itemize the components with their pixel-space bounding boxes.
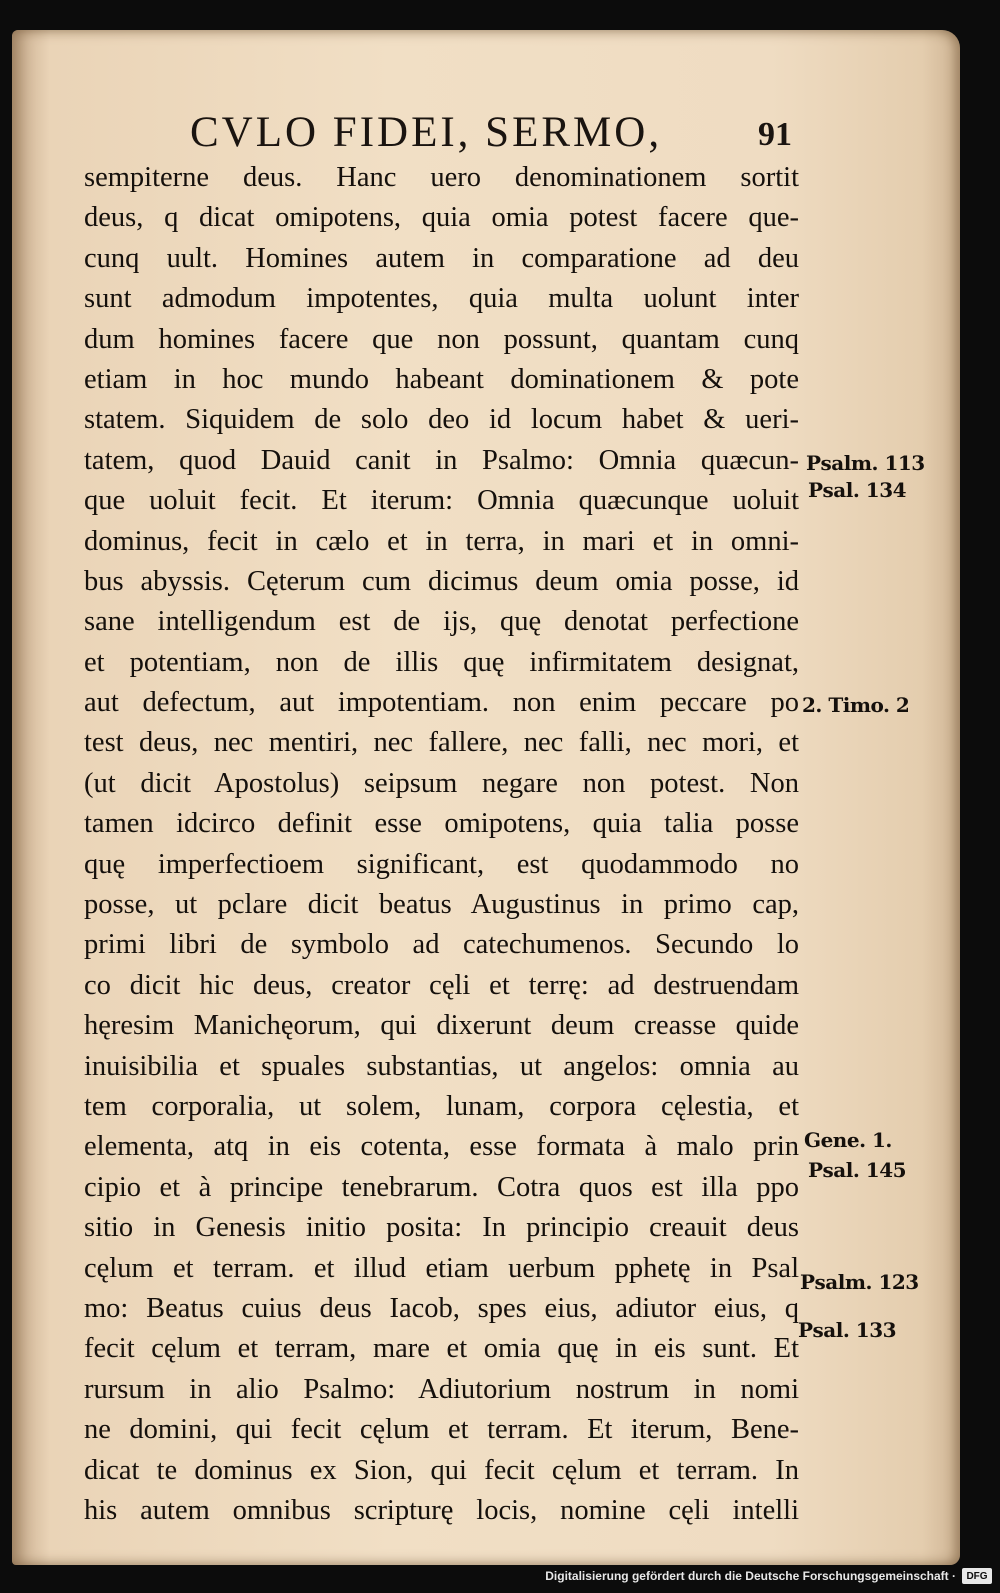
- text-line: statem. Siquidem de solo deo id locum habet & ueri-: [84, 404, 799, 436]
- margin-note: Psal. 133: [798, 1318, 897, 1342]
- text-line: mo: Beatus cuius deus Iacob, spes eius, adiutor eius, q: [84, 1292, 799, 1324]
- page-number: 91: [758, 116, 792, 153]
- margin-note: Gene. 1.: [804, 1128, 892, 1152]
- text-line: sempiterne deus. Hanc uero denominationem sortit: [84, 162, 799, 193]
- text-line: dominus, fecit in cælo et in terra, in mari et in omni-: [84, 525, 799, 557]
- text-line: que uoluit fecit. Et iterum: Omnia quæcunque uoluit: [84, 485, 799, 517]
- text-line: inuisibilia et spuales substantias, ut angelos: omnia au: [84, 1050, 799, 1082]
- text-line: ne domini, qui fecit cęlum et terram. Et iterum, Bene-: [84, 1414, 799, 1446]
- text-line: deus, q dicat omipotens, quia omia potest facere que-: [84, 202, 799, 234]
- text-line: co dicit hic deus, creator cęli et terrę: ad destruendam: [84, 969, 799, 1001]
- text-line: cipio et à principe tenebrarum. Cotra quos est illa ppo: [84, 1171, 799, 1203]
- text-line: sunt admodum impotentes, quia multa uolunt inter: [84, 283, 799, 315]
- footer: [545, 1565, 992, 1587]
- margin-note: Psal. 145: [808, 1158, 907, 1182]
- text-line: rursum in alio Psalmo: Adiutorium nostrum in nomi: [84, 1373, 799, 1405]
- text-line: fecit cęlum et terram, mare et omia quę in eis sunt. Et: [84, 1333, 799, 1365]
- text-line: tamen idcirco definit esse omipotens, quia talia posse: [84, 808, 799, 840]
- text-line: his autem omnibus scripturę locis, nomine cęli intelli: [84, 1494, 799, 1526]
- text-line: dicat te dominus ex Sion, qui fecit cęlum et terram. In: [84, 1454, 799, 1486]
- text-line: aut defectum, aut impotentiam. non enim peccare po: [84, 687, 799, 719]
- text-line: hęresim Manichęorum, qui dixerunt deum creasse quide: [84, 1010, 799, 1042]
- text-line: (ut dicit Apostolus) seipsum negare non potest. Non: [84, 767, 799, 799]
- margin-note: Psalm. 113: [806, 451, 925, 475]
- text-line: elementa, atq in eis cotenta, esse formata à malo prin: [84, 1131, 799, 1163]
- text-line: test deus, nec mentiri, nec fallere, nec falli, nec mori, et: [84, 727, 799, 759]
- text-block: [84, 158, 799, 1531]
- margin-note: Psalm. 123: [800, 1270, 919, 1294]
- text-line: etiam in hoc mundo habeant dominationem & pote: [84, 363, 799, 395]
- text-line: tatem, quod Dauid canit in Psalmo: Omnia quæcun-: [84, 444, 799, 476]
- text-line: et potentiam, non de illis quę infirmitatem designat,: [84, 646, 799, 678]
- text-line: bus abyssis. Cęterum cum dicimus deum omia posse, id: [84, 565, 799, 597]
- running-head: CVLO FIDEI, SERMO,: [190, 109, 663, 156]
- dfg-logo: DFG: [962, 1568, 992, 1584]
- text-line: sane intelligendum est de ijs, quę denotat perfectione: [84, 606, 799, 638]
- text-line: posse, ut pclare dicit beatus Augustinus in primo cap,: [84, 889, 799, 921]
- text-line: cunq uult. Homines autem in comparatione ad deu: [84, 242, 799, 274]
- text-line: quę imperfectioem significant, est quodammodo no: [84, 848, 799, 880]
- text-line: tem corporalia, ut solem, lunam, corpora cęlestia, et: [84, 1090, 799, 1122]
- text-line: primi libri de symbolo ad catechumenos. Secundo lo: [84, 929, 799, 961]
- text-line: dum homines facere que non possunt, quantam cunq: [84, 323, 799, 355]
- text-line: cęlum et terram. et illud etiam uerbum pphetę in Psal: [84, 1252, 799, 1284]
- margin-note: Psal. 134: [808, 478, 907, 502]
- funding-credit: Digitalisierung gefördert durch die Deutsche Forschungsgemeinschaft ·: [545, 1569, 956, 1583]
- text-line: sitio in Genesis initio posita: In principio creauit deus: [84, 1212, 799, 1244]
- margin-note: 2. Timo. 2: [802, 693, 910, 717]
